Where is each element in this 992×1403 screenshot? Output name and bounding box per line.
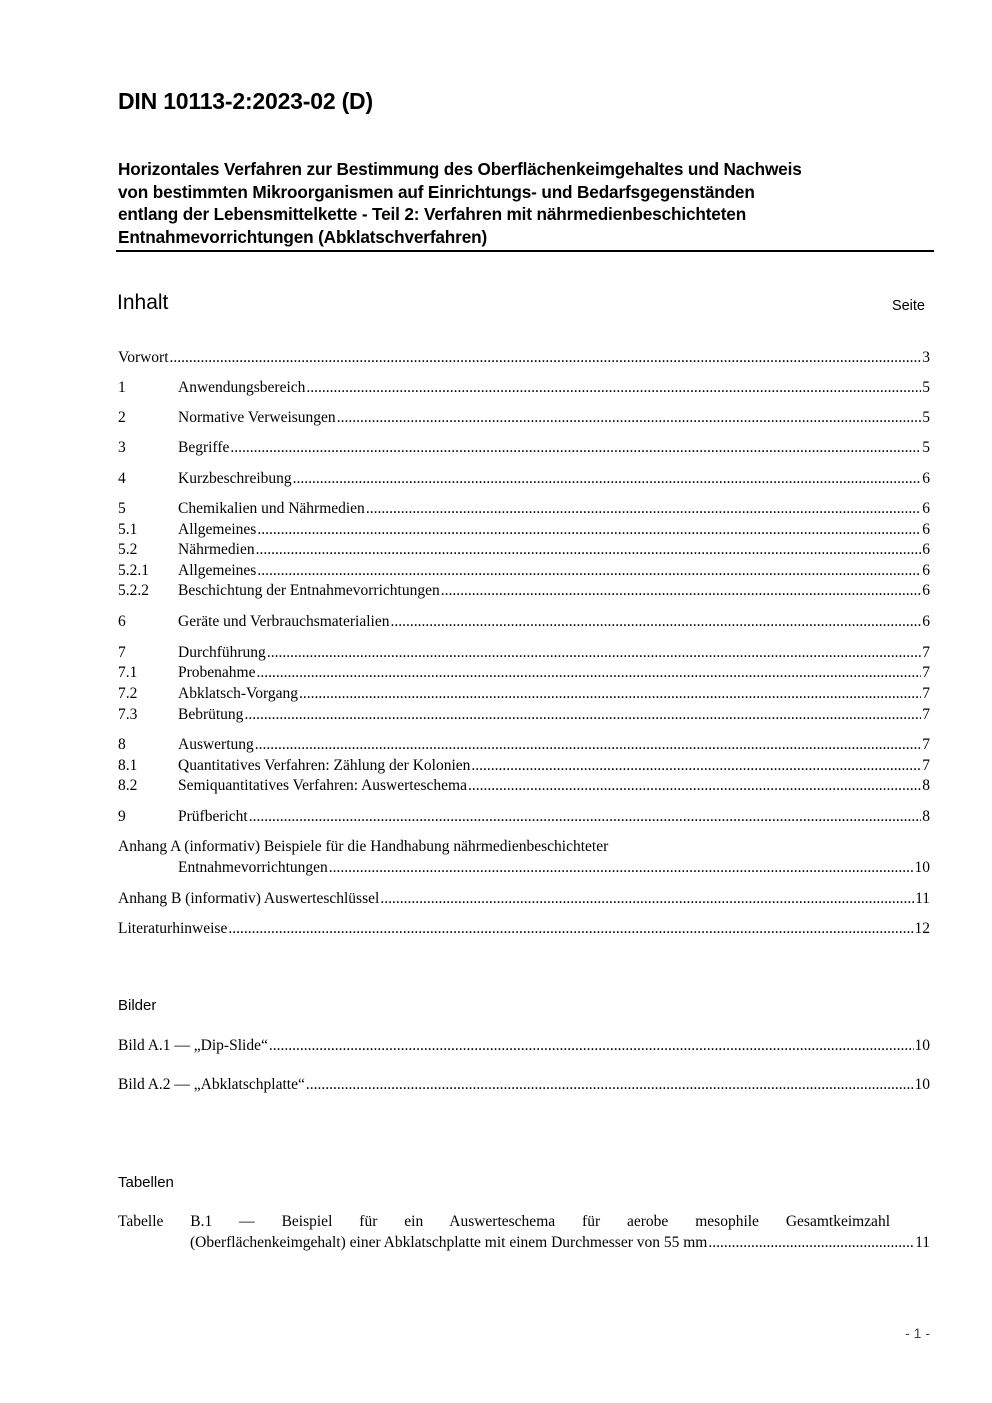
toc-entry-number: 5.1 bbox=[118, 521, 138, 538]
toc-entry-page: 6 bbox=[922, 521, 930, 538]
toc-entry-5-2-2[interactable] bbox=[118, 581, 930, 601]
toc-entry-page: 12 bbox=[914, 920, 930, 937]
toc-entry-title: Normative Verweisungen bbox=[178, 409, 336, 426]
toc-entry-number: 8.2 bbox=[118, 777, 138, 794]
toc-entry-title: Allgemeines bbox=[178, 521, 257, 538]
figures-heading: Bilder bbox=[118, 997, 157, 1014]
toc-entry-number: 2 bbox=[118, 409, 126, 426]
toc-entry-8-1[interactable] bbox=[118, 756, 930, 776]
toc-entry-title: Anhang B (informativ) Auswerteschlüssel bbox=[118, 890, 380, 907]
toc-annex-a[interactable] bbox=[118, 858, 930, 878]
toc-entry-page: 10 bbox=[914, 859, 930, 876]
dot-leader bbox=[256, 540, 922, 560]
toc-entry-3[interactable] bbox=[118, 438, 930, 458]
toc-entry-page: 6 bbox=[922, 613, 930, 630]
dot-leader bbox=[306, 378, 921, 398]
table-entry-b1[interactable] bbox=[118, 1233, 930, 1253]
toc-entry-page: 6 bbox=[922, 470, 930, 487]
toc-entry-number: 8 bbox=[118, 736, 126, 753]
toc-entry-title: Durchführung bbox=[178, 644, 266, 661]
toc-entry-page: 5 bbox=[922, 379, 930, 396]
toc-entry-7-3[interactable] bbox=[118, 705, 930, 725]
toc-entry-page: 7 bbox=[922, 736, 930, 753]
dot-leader bbox=[267, 643, 921, 663]
dot-leader bbox=[249, 807, 922, 827]
dot-leader bbox=[390, 612, 921, 632]
toc-entry-number: 9 bbox=[118, 808, 126, 825]
dot-leader bbox=[441, 581, 922, 601]
toc-entry-page: 5 bbox=[922, 439, 930, 456]
figure-entry-page: 10 bbox=[914, 1076, 930, 1093]
dot-leader bbox=[329, 858, 914, 878]
toc-entry-title: Geräte und Verbrauchsmaterialien bbox=[178, 613, 390, 630]
dot-leader bbox=[299, 684, 921, 704]
toc-entry-4[interactable] bbox=[118, 469, 930, 489]
toc-entry-8-2[interactable] bbox=[118, 776, 930, 796]
dot-leader bbox=[170, 348, 922, 368]
toc-entry-title: Allgemeines bbox=[178, 562, 257, 579]
table-entry-b1-line1[interactable]: Tabelle B.1 — Beispiel für ein Auswerteschema für aerobe mesophile Gesamtkeimzahl bbox=[118, 1213, 890, 1230]
dot-leader bbox=[293, 469, 922, 489]
toc-entry-1[interactable] bbox=[118, 378, 930, 398]
toc-annex-a-line1[interactable]: Anhang A (informativ) Beispiele für die Handhabung nährmedienbeschichteter bbox=[118, 838, 609, 855]
toc-entry-5-2-1[interactable] bbox=[118, 561, 930, 581]
toc-entry-9[interactable] bbox=[118, 807, 930, 827]
dot-leader bbox=[256, 663, 921, 683]
toc-entry-page: 8 bbox=[922, 808, 930, 825]
dot-leader bbox=[471, 756, 921, 776]
toc-entry-title: Begriffe bbox=[178, 439, 230, 456]
toc-heading: Inhalt bbox=[117, 291, 169, 314]
toc-entry-5-2[interactable] bbox=[118, 540, 930, 560]
dot-leader bbox=[269, 1036, 914, 1056]
toc-entry-title: Chemikalien und Nährmedien bbox=[178, 500, 365, 517]
toc-entry-2[interactable] bbox=[118, 408, 930, 428]
figure-entry-title: Bild A.1 — „Dip-Slide“ bbox=[118, 1037, 268, 1054]
toc-entry-5[interactable] bbox=[118, 499, 930, 519]
dot-leader bbox=[380, 889, 914, 909]
toc-entry-title: Abklatsch-Vorgang bbox=[178, 685, 298, 702]
toc-entry-7[interactable] bbox=[118, 643, 930, 663]
toc-entry-number: 7.1 bbox=[118, 664, 138, 681]
toc-entry-title: Semiquantitatives Verfahren: Auswerteschema bbox=[178, 777, 467, 794]
toc-entry-number: 7.3 bbox=[118, 706, 138, 723]
figure-entry-page: 10 bbox=[914, 1037, 930, 1054]
toc-entry-page: 6 bbox=[922, 541, 930, 558]
toc-entry-title: Beschichtung der Entnahmevorrichtungen bbox=[178, 582, 440, 599]
toc-annex-b[interactable] bbox=[118, 889, 930, 909]
toc-entry-page: 7 bbox=[922, 706, 930, 723]
toc-entry-5-1[interactable] bbox=[118, 520, 930, 540]
page-number: - 1 - bbox=[905, 1325, 930, 1341]
toc-entry-page: 5 bbox=[922, 409, 930, 426]
document-title: Horizontales Verfahren zur Bestimmung des Oberflächenkeimgehaltes und Nachweis von bestimmten Mikroorganismen auf Einrichtungs- und Bedarfsgegenständen entlang der Lebensmittelkette - Teil 2: Verfahren mit nährmedienbeschichteten Entnahmevorrichtungen (Abklatschverfahren) bbox=[118, 159, 802, 247]
table-entry-page: 11 bbox=[915, 1234, 930, 1251]
toc-entry-page: 7 bbox=[922, 757, 930, 774]
toc-entry-6[interactable] bbox=[118, 612, 930, 632]
toc-entry-title: Probenahme bbox=[178, 664, 256, 681]
toc-page-label: Seite bbox=[891, 298, 925, 314]
dot-leader bbox=[244, 705, 921, 725]
toc-entry-title: Entnahmevorrichtungen bbox=[178, 859, 328, 876]
toc-entry-vorwort[interactable] bbox=[118, 348, 930, 368]
toc-entry-title: Anwendungsbereich bbox=[178, 379, 306, 396]
toc-entry-title: Kurzbeschreibung bbox=[178, 470, 292, 487]
toc-entry-7-1[interactable] bbox=[118, 663, 930, 683]
toc-entry-number: 4 bbox=[118, 470, 126, 487]
toc-entry-7-2[interactable] bbox=[118, 684, 930, 704]
toc-entry-title: Prüfbericht bbox=[178, 808, 248, 825]
document-id: DIN 10113-2:2023-02 (D) bbox=[118, 88, 373, 114]
title-divider bbox=[116, 250, 934, 252]
figure-entry-title: Bild A.2 — „Abklatschplatte“ bbox=[118, 1076, 305, 1093]
toc-entry-title: Nährmedien bbox=[178, 541, 255, 558]
toc-entry-title: Auswertung bbox=[178, 736, 254, 753]
toc-entry-number: 5.2.1 bbox=[118, 562, 149, 579]
toc-entry-page: 6 bbox=[922, 562, 930, 579]
dot-leader bbox=[337, 408, 922, 428]
dot-leader bbox=[228, 919, 913, 939]
dot-leader bbox=[468, 776, 921, 796]
figure-entry-a2[interactable] bbox=[118, 1075, 930, 1095]
toc-entry-number: 3 bbox=[118, 439, 126, 456]
toc-entry-page: 8 bbox=[922, 777, 930, 794]
toc-entry-title: Quantitatives Verfahren: Zählung der Kolonien bbox=[178, 757, 471, 774]
toc-entry-number: 5.2 bbox=[118, 541, 138, 558]
table-entry-title: (Oberflächenkeimgehalt) einer Abklatschplatte mit einem Durchmesser von 55 mm bbox=[190, 1234, 708, 1251]
toc-entry-number: 5.2.2 bbox=[118, 582, 149, 599]
toc-entry-page: 7 bbox=[922, 685, 930, 702]
dot-leader bbox=[366, 499, 921, 519]
toc-entry-number: 6 bbox=[118, 613, 126, 630]
toc-entry-8[interactable] bbox=[118, 735, 930, 755]
toc-entry-number: 5 bbox=[118, 500, 126, 517]
toc-entry-title: Literaturhinweise bbox=[118, 920, 228, 937]
toc-entry-title: Vorwort bbox=[118, 349, 169, 366]
toc-entry-title: Bebrütung bbox=[178, 706, 244, 723]
toc-literature[interactable] bbox=[118, 919, 930, 939]
dot-leader bbox=[257, 520, 921, 540]
toc-entry-number: 1 bbox=[118, 379, 126, 396]
toc-entry-page: 7 bbox=[922, 644, 930, 661]
toc-entry-page: 11 bbox=[915, 890, 930, 907]
dot-leader bbox=[257, 561, 921, 581]
toc-entry-page: 7 bbox=[922, 664, 930, 681]
toc-entry-number: 8.1 bbox=[118, 757, 138, 774]
dot-leader bbox=[230, 438, 921, 458]
tables-heading: Tabellen bbox=[118, 1174, 174, 1191]
toc-entry-page: 6 bbox=[922, 582, 930, 599]
toc-entry-page: 6 bbox=[922, 500, 930, 517]
dot-leader bbox=[306, 1075, 914, 1095]
toc-entry-page: 3 bbox=[922, 349, 930, 366]
dot-leader bbox=[708, 1233, 914, 1253]
figure-entry-a1[interactable] bbox=[118, 1036, 930, 1056]
dot-leader bbox=[255, 735, 921, 755]
toc-entry-number: 7 bbox=[118, 644, 126, 661]
toc-entry-number: 7.2 bbox=[118, 685, 138, 702]
